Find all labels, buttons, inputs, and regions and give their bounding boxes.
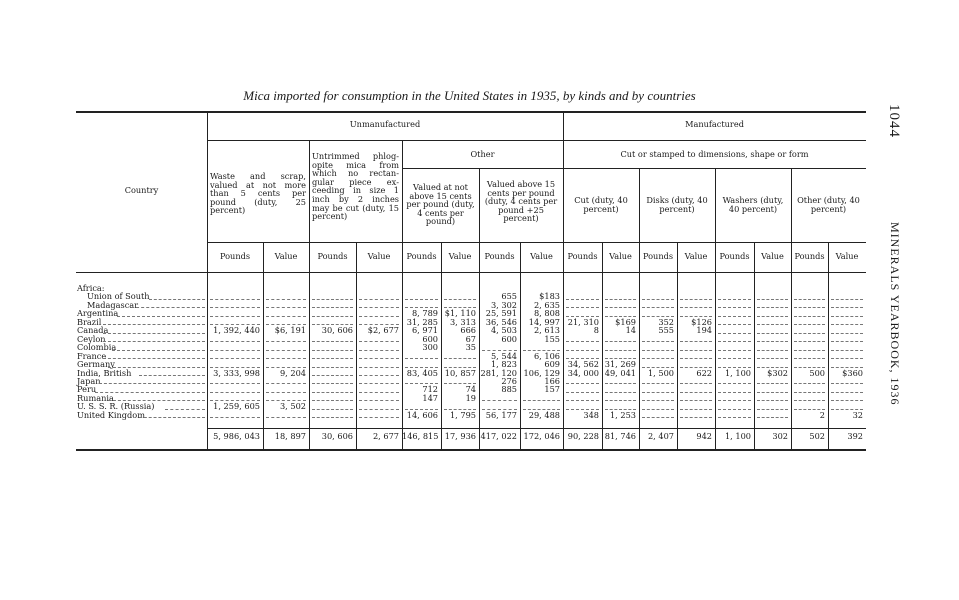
leader-dots: [131, 307, 205, 308]
empty-cell-dots: [359, 409, 399, 410]
total-cell: 146, 815: [402, 431, 439, 441]
empty-cell-dots: [831, 383, 863, 384]
empty-cell-dots: [642, 299, 674, 300]
empty-cell-dots: [757, 383, 788, 384]
empty-cell-dots: [757, 324, 788, 325]
country-label: Brazil: [77, 316, 102, 327]
table-cell: $302: [767, 367, 788, 378]
country-label: Ceylon: [77, 333, 106, 344]
empty-cell-dots: [566, 299, 599, 300]
total-cell: 17, 936: [444, 431, 476, 441]
empty-cell-dots: [718, 299, 751, 300]
empty-cell-dots: [210, 350, 260, 351]
empty-cell-dots: [359, 367, 399, 368]
empty-cell-dots: [831, 307, 863, 308]
empty-cell-dots: [718, 333, 751, 334]
col-rule: [639, 168, 640, 449]
above-header: Valued above 15 cents per pound (duty, 4 cents per pound +25 percent): [484, 179, 558, 224]
leader-dots: [149, 299, 205, 300]
empty-cell-dots: [605, 392, 636, 393]
not-above-header: Valued at not above 15 cents per pound (duty, 4 cents per pound): [406, 182, 475, 227]
running-head: MINERALS YEARBOOK, 1936: [888, 222, 902, 406]
empty-cell-dots: [444, 299, 476, 300]
other-header: Other: [470, 149, 495, 159]
empty-cell-dots: [718, 417, 751, 418]
empty-cell-dots: [566, 392, 599, 393]
table-cell: 600: [501, 333, 517, 344]
empty-cell-dots: [312, 375, 353, 376]
country-label: Rumania: [77, 392, 114, 403]
empty-cell-dots: [210, 417, 260, 418]
table-cell: $1, 110: [444, 308, 476, 319]
empty-cell-dots: [642, 383, 674, 384]
empty-cell-dots: [359, 350, 399, 351]
empty-cell-dots: [794, 299, 825, 300]
empty-cell-dots: [359, 341, 399, 342]
empty-cell-dots: [359, 392, 399, 393]
empty-cell-dots: [266, 358, 306, 359]
table-cell: 30, 606: [321, 325, 353, 336]
empty-cell-dots: [794, 400, 825, 401]
table-cell: 31, 285: [406, 316, 438, 327]
empty-cell-dots: [266, 341, 306, 342]
value-header: Value: [274, 251, 298, 261]
empty-cell-dots: [566, 307, 599, 308]
table-cell: 67: [465, 333, 476, 344]
leader-dots: [103, 341, 205, 342]
table-cell: 56, 177: [485, 409, 517, 420]
table-cell: 166: [544, 375, 560, 386]
empty-cell-dots: [312, 392, 353, 393]
empty-cell-dots: [680, 383, 712, 384]
empty-cell-dots: [312, 400, 353, 401]
table-cell: 8, 789: [411, 308, 438, 319]
empty-cell-dots: [718, 341, 751, 342]
empty-cell-dots: [359, 307, 399, 308]
table-cell: 885: [501, 384, 517, 395]
table-cell: 1, 823: [490, 359, 517, 370]
empty-cell-dots: [642, 400, 674, 401]
table-cell: 1, 253: [609, 409, 636, 420]
empty-cell-dots: [566, 350, 599, 351]
empty-cell-dots: [794, 341, 825, 342]
table-cell: 147: [422, 392, 438, 403]
country-label: Union of South: [87, 291, 150, 302]
value-header: Value: [684, 251, 708, 261]
empty-cell-dots: [680, 358, 712, 359]
manufactured-header: Manufactured: [685, 119, 744, 129]
empty-cell-dots: [266, 392, 306, 393]
value-header: Value: [530, 251, 553, 261]
country-label: U. S. S. R. (Russia): [77, 401, 155, 412]
empty-cell-dots: [680, 341, 712, 342]
subheader-rule: [207, 242, 866, 243]
table-cell: 609: [544, 359, 560, 370]
empty-cell-dots: [605, 307, 636, 308]
empty-cell-dots: [757, 333, 788, 334]
empty-cell-dots: [312, 383, 353, 384]
untrimmed-header: Untrimmed phlogopite mica from which no rectangular piece exceeding in size 1 inch by 2 inches may be cut (duty, 15 percent): [312, 151, 399, 222]
table-cell: 3, 502: [279, 401, 306, 412]
country-label: India, British: [77, 367, 132, 378]
empty-cell-dots: [605, 299, 636, 300]
empty-cell-dots: [210, 392, 260, 393]
value-header: Value: [367, 251, 391, 261]
waste-header: Waste and scrap, valued at not more than 5 cents per pound (duty, 25 percent): [210, 171, 306, 216]
empty-cell-dots: [831, 299, 863, 300]
table-cell: 34, 000: [567, 367, 599, 378]
country-label: Madagascar: [87, 299, 139, 310]
table-cell: 194: [696, 325, 712, 336]
empty-cell-dots: [794, 316, 825, 317]
pounds-header: Pounds: [406, 251, 437, 261]
table-cell: $183: [539, 291, 560, 302]
total-cell: 417, 022: [480, 431, 517, 441]
leader-dots: [99, 383, 205, 384]
empty-cell-dots: [680, 299, 712, 300]
empty-cell-dots: [359, 299, 399, 300]
col-rule: [263, 242, 264, 449]
value-header: Value: [835, 251, 859, 261]
empty-cell-dots: [210, 358, 260, 359]
empty-cell-dots: [312, 341, 353, 342]
pounds-header: Pounds: [567, 251, 598, 261]
empty-cell-dots: [523, 400, 560, 401]
empty-cell-dots: [718, 307, 751, 308]
table-cell: 1, 392, 440: [213, 325, 260, 336]
empty-cell-dots: [718, 409, 751, 410]
total-cell: 172, 046: [523, 431, 560, 441]
table-cell: 3, 302: [490, 299, 517, 310]
table-cell: 666: [460, 325, 476, 336]
table-cell: 21, 310: [567, 316, 599, 327]
table-cell: 6, 971: [411, 325, 438, 336]
empty-cell-dots: [266, 350, 306, 351]
empty-cell-dots: [312, 409, 353, 410]
empty-cell-dots: [566, 383, 599, 384]
table-cell: 106, 129: [523, 367, 560, 378]
table-cell: 1, 795: [449, 409, 476, 420]
table-cell: 83, 405: [406, 367, 438, 378]
empty-cell-dots: [680, 417, 712, 418]
table-cell: 6, 106: [533, 350, 560, 361]
empty-cell-dots: [210, 307, 260, 308]
country-label: Peru: [77, 384, 97, 395]
empty-cell-dots: [605, 350, 636, 351]
table-cell: $126: [691, 316, 712, 327]
empty-cell-dots: [757, 400, 788, 401]
table-cell: 712: [422, 384, 438, 395]
table-cell: 1, 259, 605: [213, 401, 260, 412]
total-cell: 392: [847, 431, 863, 441]
col-rule: [677, 242, 678, 449]
empty-cell-dots: [718, 358, 751, 359]
empty-cell-dots: [718, 383, 751, 384]
cut-header: Cut (duty, 40 percent): [574, 195, 628, 214]
empty-cell-dots: [642, 358, 674, 359]
leader-dots: [139, 417, 205, 418]
table-cell: 655: [501, 291, 517, 302]
empty-cell-dots: [757, 316, 788, 317]
empty-cell-dots: [642, 307, 674, 308]
table-cell: 3, 333, 998: [213, 367, 260, 378]
empty-cell-dots: [757, 409, 788, 410]
total-cell: 2, 407: [647, 431, 674, 441]
empty-cell-dots: [680, 307, 712, 308]
table-cell: 1, 500: [647, 367, 674, 378]
country-label: France: [77, 350, 107, 361]
empty-cell-dots: [794, 383, 825, 384]
value-header: Value: [448, 251, 472, 261]
unmanufactured-header: Unmanufactured: [349, 119, 421, 129]
empty-cell-dots: [757, 358, 788, 359]
empty-cell-dots: [642, 350, 674, 351]
table-cell: 600: [422, 333, 438, 344]
empty-cell-dots: [831, 324, 863, 325]
empty-cell-dots: [718, 392, 751, 393]
total-cell: 1, 100: [724, 431, 751, 441]
country-label: Argentina: [77, 308, 119, 319]
empty-cell-dots: [831, 316, 863, 317]
empty-cell-dots: [831, 341, 863, 342]
country-label: Colombia: [77, 342, 117, 353]
mica-table: [76, 111, 866, 449]
empty-cell-dots: [757, 299, 788, 300]
table-cell: 1, 100: [724, 367, 751, 378]
top-rule: [76, 111, 866, 113]
empty-cell-dots: [642, 409, 674, 410]
total-cell: 302: [772, 431, 788, 441]
table-cell: 32: [852, 409, 863, 420]
table-cell: 8: [593, 325, 599, 336]
total-cell: 90, 228: [567, 431, 599, 441]
empty-cell-dots: [831, 333, 863, 334]
col-rule: [715, 168, 716, 449]
empty-cell-dots: [831, 358, 863, 359]
empty-cell-dots: [757, 417, 788, 418]
pounds-header: Pounds: [719, 251, 750, 261]
pounds-header: Pounds: [317, 251, 348, 261]
table-cell: 622: [696, 367, 712, 378]
empty-cell-dots: [359, 417, 399, 418]
table-cell: 281, 120: [480, 367, 517, 378]
total-cell: 5, 986, 043: [213, 431, 260, 441]
empty-cell-dots: [605, 400, 636, 401]
total-cell: 30, 606: [321, 431, 353, 441]
empty-cell-dots: [757, 392, 788, 393]
bottom-rule: [76, 449, 866, 451]
leader-dots: [117, 316, 205, 317]
empty-cell-dots: [312, 299, 353, 300]
empty-cell-dots: [718, 316, 751, 317]
empty-cell-dots: [642, 417, 674, 418]
leader-dots: [165, 409, 205, 410]
pounds-header: Pounds: [484, 251, 515, 261]
table-cell: $2, 677: [367, 325, 399, 336]
country-label: United Kingdom: [77, 409, 145, 420]
empty-cell-dots: [718, 400, 751, 401]
pounds-header: Pounds: [219, 251, 251, 261]
empty-cell-dots: [794, 307, 825, 308]
table-cell: 14, 606: [406, 409, 438, 420]
table-cell: 2, 635: [533, 299, 560, 310]
empty-cell-dots: [794, 350, 825, 351]
empty-cell-dots: [794, 392, 825, 393]
empty-cell-dots: [359, 375, 399, 376]
table-cell: 35: [465, 342, 476, 353]
col-rule: [356, 242, 357, 449]
table-cell: 49, 041: [604, 367, 636, 378]
empty-cell-dots: [312, 367, 353, 368]
table-title: Mica imported for consumption in the United States in 1935, by kinds and by countries: [243, 88, 696, 103]
table-cell: 5, 544: [490, 350, 517, 361]
empty-cell-dots: [312, 358, 353, 359]
empty-cell-dots: [482, 400, 517, 401]
table-cell: 25, 591: [485, 308, 517, 319]
leader-dots: [112, 350, 205, 351]
empty-cell-dots: [718, 324, 751, 325]
empty-cell-dots: [831, 350, 863, 351]
total-cell: 81, 746: [604, 431, 636, 441]
empty-cell-dots: [642, 341, 674, 342]
table-cell: 555: [658, 325, 674, 336]
empty-cell-dots: [680, 392, 712, 393]
empty-cell-dots: [405, 358, 438, 359]
table-cell: 2: [819, 409, 825, 420]
empty-cell-dots: [266, 299, 306, 300]
country-header: Country: [124, 185, 159, 195]
empty-cell-dots: [444, 358, 476, 359]
empty-cell-dots: [605, 341, 636, 342]
total-cell: 18, 897: [274, 431, 306, 441]
table-cell: 8, 808: [533, 308, 560, 319]
col-rule: [791, 168, 792, 449]
empty-cell-dots: [359, 400, 399, 401]
total-cell: 2, 677: [372, 431, 399, 441]
empty-cell-dots: [757, 350, 788, 351]
country-label: Canada: [77, 325, 109, 336]
table-cell: 29, 488: [528, 409, 560, 420]
empty-cell-dots: [605, 383, 636, 384]
empty-cell-dots: [680, 409, 712, 410]
table-cell: 300: [422, 342, 438, 353]
empty-cell-dots: [210, 316, 260, 317]
empty-cell-dots: [680, 400, 712, 401]
table-cell: 9, 204: [279, 367, 306, 378]
table-cell: 276: [501, 375, 517, 386]
other-dim-header: Other (duty, 40 percent): [797, 195, 860, 214]
table-cell: 500: [809, 367, 825, 378]
empty-cell-dots: [831, 400, 863, 401]
leader-dots: [103, 324, 205, 325]
group-rule: [207, 140, 866, 141]
empty-cell-dots: [210, 299, 260, 300]
value-header: Value: [609, 251, 632, 261]
col-rule: [309, 140, 310, 449]
empty-cell-dots: [359, 316, 399, 317]
table-cell: $169: [615, 316, 636, 327]
empty-cell-dots: [266, 383, 306, 384]
empty-cell-dots: [266, 417, 306, 418]
col-rule: [754, 242, 755, 449]
table-cell: 352: [658, 316, 674, 327]
totals-rule: [207, 428, 866, 429]
country-col-rule: [207, 111, 208, 449]
table-cell: 4, 503: [490, 325, 517, 336]
empty-cell-dots: [312, 350, 353, 351]
table-cell: $6, 191: [274, 325, 306, 336]
page-number: 1044: [886, 104, 902, 138]
table-cell: 31, 269: [604, 359, 636, 370]
value-header: Value: [761, 251, 784, 261]
empty-cell-dots: [757, 341, 788, 342]
total-cell: 502: [809, 431, 825, 441]
empty-cell-dots: [642, 392, 674, 393]
header-bottom-rule: [76, 272, 866, 273]
empty-cell-dots: [680, 350, 712, 351]
table-cell: 14: [625, 325, 636, 336]
empty-cell-dots: [566, 341, 599, 342]
table-cell: 157: [544, 384, 560, 395]
table-cell: $360: [842, 367, 863, 378]
empty-cell-dots: [405, 299, 438, 300]
total-cell: 942: [696, 431, 712, 441]
empty-cell-dots: [312, 307, 353, 308]
disks-header: Disks (duty, 40 percent): [646, 195, 708, 214]
table-cell: 34, 562: [567, 359, 599, 370]
empty-cell-dots: [266, 316, 306, 317]
table-cell: 2, 613: [533, 325, 560, 336]
table-cell: 348: [583, 409, 599, 420]
empty-cell-dots: [794, 324, 825, 325]
table-cell: 3, 313: [449, 316, 476, 327]
country-label: Germany: [77, 359, 115, 370]
other-rule: [402, 168, 563, 169]
empty-cell-dots: [210, 341, 260, 342]
washers-header: Washers (duty, 40 percent): [722, 195, 784, 214]
cut-stamped-header: Cut or stamped to dimensions, shape or form: [620, 149, 809, 159]
empty-cell-dots: [566, 400, 599, 401]
country-label: Africa:: [77, 283, 105, 293]
empty-cell-dots: [312, 316, 353, 317]
leader-dots: [103, 358, 205, 359]
empty-cell-dots: [266, 307, 306, 308]
empty-cell-dots: [210, 383, 260, 384]
pounds-header: Pounds: [642, 251, 674, 261]
table-cell: 19: [465, 392, 476, 403]
empty-cell-dots: [794, 358, 825, 359]
empty-cell-dots: [794, 333, 825, 334]
country-label: Japan: [77, 375, 101, 386]
manufactured-col-rule: [563, 111, 564, 449]
empty-cell-dots: [359, 383, 399, 384]
table-cell: 14, 997: [528, 316, 560, 327]
table-cell: 74: [465, 384, 476, 395]
table-cell: 155: [544, 333, 560, 344]
leader-dots: [139, 375, 205, 376]
empty-cell-dots: [757, 307, 788, 308]
empty-cell-dots: [718, 350, 751, 351]
pounds-header: Pounds: [794, 251, 825, 261]
leader-dots: [103, 333, 205, 334]
table-cell: 36, 546: [485, 316, 517, 327]
empty-cell-dots: [831, 392, 863, 393]
empty-cell-dots: [359, 358, 399, 359]
table-cell: 10, 857: [444, 367, 476, 378]
empty-cell-dots: [312, 417, 353, 418]
